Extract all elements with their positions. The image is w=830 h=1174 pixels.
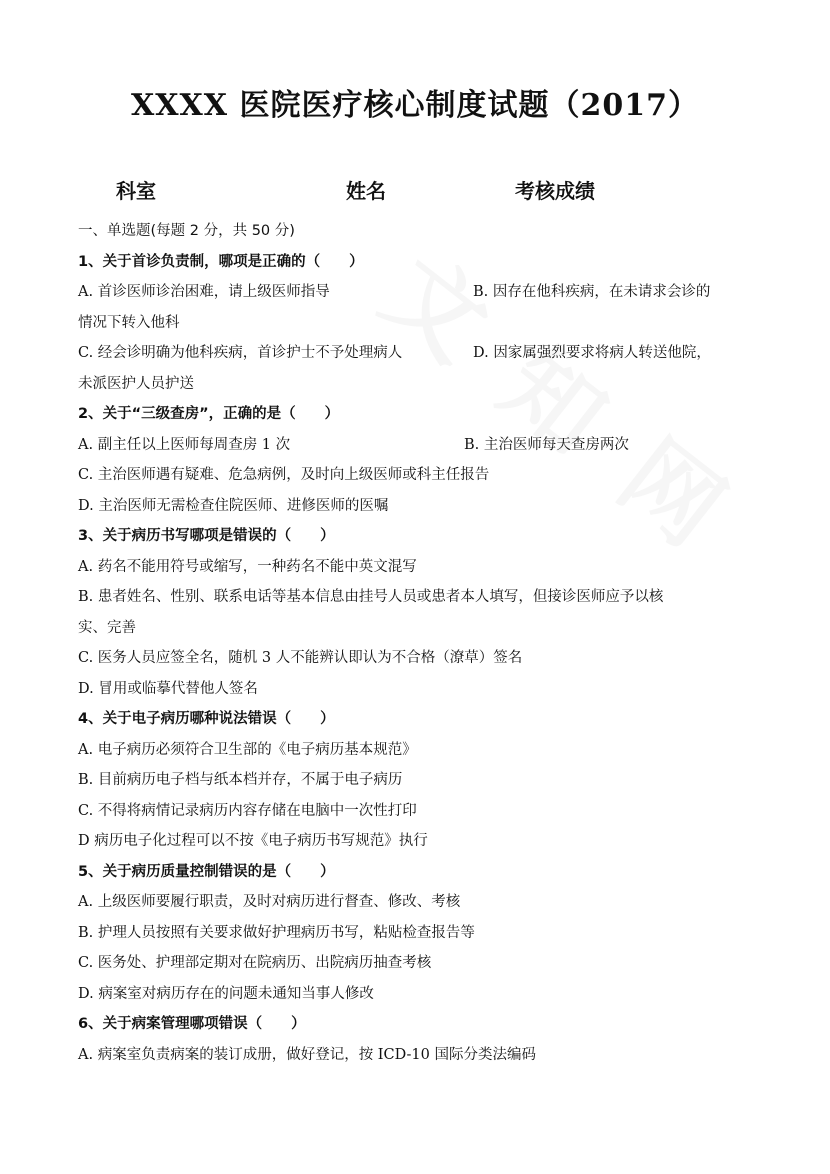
q1-options-ab (78, 277, 756, 308)
q1-option-a: A. 首诊医师诊治困难，请上级医师指导 (78, 284, 330, 300)
q1-options-cd (78, 338, 756, 369)
question-5: 5、关于病历质量控制错误的是（ ） (78, 863, 335, 880)
q5-option-a: A. 上级医师要履行职责，及时对病历进行督查、修改、考核 (78, 894, 461, 910)
question-1: 1、关于首诊负责制，哪项是正确的（ ） (78, 253, 364, 270)
q1-option-d: D. 因家属强烈要求将病人转送他院， (473, 345, 711, 361)
question-3: 3、关于病历书写哪项是错误的（ ） (78, 528, 335, 544)
q5-option-d: D. 病案室对病历存在的问题未通知当事人修改 (78, 985, 374, 1002)
q4-option-d: D 病历电子化过程可以不按《电子病历书写规范》执行 (78, 833, 428, 849)
page-title: XXXX 医院医疗核心制度试题（2017） (130, 88, 700, 123)
section-heading: 一、单选题(每题 2 分，共 50 分) (78, 223, 295, 239)
q5-option-c: C. 医务处、护理部定期对在院病历、出院病历抽查考核 (78, 955, 432, 971)
q1-option-d-continued: 未派医护人员护送 (78, 375, 194, 392)
q3-option-b: B. 患者姓名、性别、联系电话等基本信息由挂号人员或患者本人填写，但接诊医师应予以核 (78, 589, 664, 605)
department-field-label: 科室 (116, 179, 156, 203)
q2-options-ab (78, 430, 756, 461)
q2-option-b: B. 主治医师每天查房两次 (464, 436, 629, 453)
exam-content (78, 216, 756, 1070)
q4-option-b: B. 目前病历电子档与纸本档并存，不属于电子病历 (78, 772, 403, 788)
question-2: 2、关于“三级查房”，正确的是（ ） (78, 406, 340, 422)
q2-option-a: A. 副主任以上医师每周查房 1 次 (78, 436, 291, 453)
q3-option-b-continued: 实、完善 (78, 619, 136, 636)
q2-option-c: C. 主治医师遇有疑难、危急病例，及时向上级医师或科主任报告 (78, 467, 490, 483)
q1-option-b: B. 因存在他科疾病，在未请求会诊的 (473, 284, 711, 300)
q3-option-c: C. 医务人员应签全名，随机 3 人不能辨认即认为不合格（潦草）签名 (78, 650, 523, 666)
name-field-label: 姓名 (346, 179, 386, 203)
q3-option-d: D. 冒用或临摹代替他人签名 (78, 680, 258, 697)
header-fields (0, 175, 830, 205)
q4-option-c: C. 不得将病情记录病历内容存储在电脑中一次性打印 (78, 802, 417, 819)
q6-option-a: A. 病案室负责病案的装订成册，做好登记，按 ICD-10 国际分类法编码 (78, 1046, 536, 1063)
q5-option-b: B. 护理人员按照有关要求做好护理病历书写，粘贴检查报告等 (78, 924, 475, 941)
q3-option-a: A. 药名不能用符号或缩写，一种药名不能中英文混写 (78, 558, 417, 575)
q1-option-b-continued: 情况下转入他科 (78, 314, 180, 331)
question-4: 4、关于电子病历哪种说法错误（ ） (78, 711, 335, 727)
q4-option-a: A. 电子病历必须符合卫生部的《电子病历基本规范》 (78, 741, 417, 758)
score-field-label: 考核成绩 (515, 179, 595, 203)
q2-option-d: D. 主治医师无需检查住院医师、进修医师的医嘱 (78, 497, 389, 514)
q1-option-c: C. 经会诊明确为他科疾病，首诊护士不予处理病人 (78, 345, 403, 361)
question-6: 6、关于病案管理哪项错误（ ） (78, 1016, 306, 1032)
